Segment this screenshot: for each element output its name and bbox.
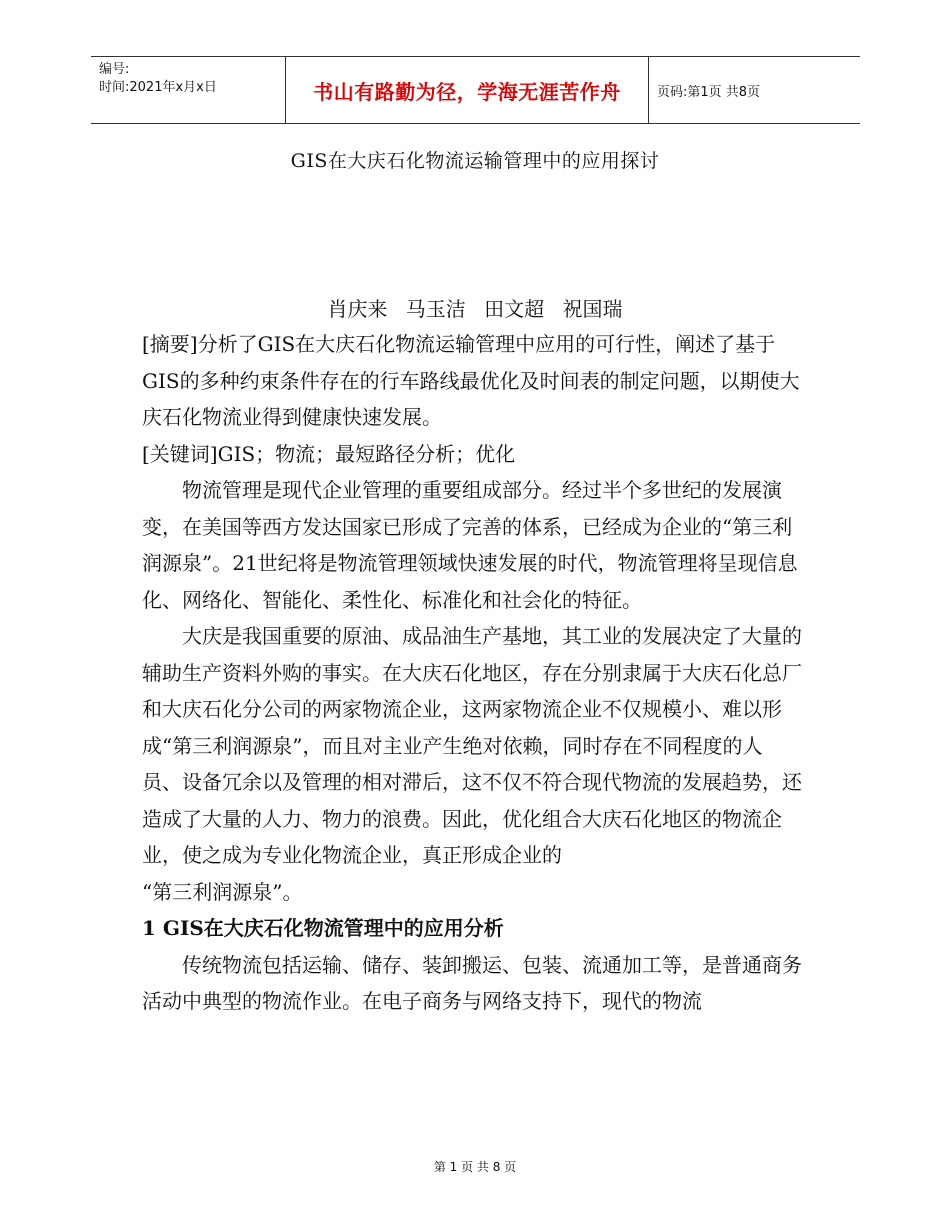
number-label: 编号: <box>99 62 130 77</box>
document-title: GIS在大庆石化物流运输管理中的应用探讨 <box>290 150 660 172</box>
body-paragraph-2-tail: “第三利润源泉”。 <box>142 879 303 904</box>
author-list: 肖庆来 马玉洁 田文超 祝国瑞 <box>327 297 623 321</box>
body-paragraph-2: 大庆是我国重要的原油、成品油生产基地，其工业的发展决定了大量的辅助生产资料外购的事实。在大庆石化地区，存在分别隶属于大庆石化总厂和大庆石化分公司的两家物流企业，这两家物流企业不仅规模小、难以形成“第三利润源泉”，而且对主业产生绝对依赖，同时存在不同程度的人员、设备冗余以及管理的相对滞后，这不仅不符合现代物流的发展趋势，还造成了大量的人力、物力的浪费。因此，优化组合大庆石化地区的物流企业，使之成为专业化物流企业，真正形成企业的 <box>142 624 802 867</box>
body-paragraph-1: 物流管理是现代企业管理的重要组成部分。经过半个多世纪的发展演变，在美国等西方发达国家已形成了完善的体系，已经成为企业的“第三利润源泉”。21世纪将是物流管理领域快速发展的时代，物流管理将呈现信息化、网络化、智能化、柔性化、标准化和社会化的特征。 <box>142 478 798 612</box>
keywords-paragraph: [关键词]GIS；物流；最短路径分析；优化 <box>142 441 516 466</box>
abstract-paragraph: [摘要]分析了GIS在大庆石化物流运输管理中应用的可行性，阐述了基于GIS的多种约束条件存在的行车路线最优化及时间表的制定问题，以期使大庆石化物流业得到健康快速发展。 <box>142 332 800 429</box>
page-footer: 第 1 页 共 8 页 <box>433 1160 517 1174</box>
body-paragraph-3: 传统物流包括运输、储存、装卸搬运、包装、流通加工等，是普通商务活动中典型的物流作业。在电子商务与网络支持下，现代的物流 <box>142 952 802 1013</box>
time-label: 时间:2021年x月x日 <box>99 80 217 95</box>
document-body <box>142 326 802 1020</box>
section-heading: 1 GIS在大庆石化物流管理中的应用分析 <box>142 916 504 940</box>
header-meta <box>91 57 285 123</box>
header-page-info: 页码:第1页 共8页 <box>657 84 761 100</box>
document-header <box>91 56 860 124</box>
header-motto: 书山有路勤为径，学海无涯苦作舟 <box>285 57 649 123</box>
